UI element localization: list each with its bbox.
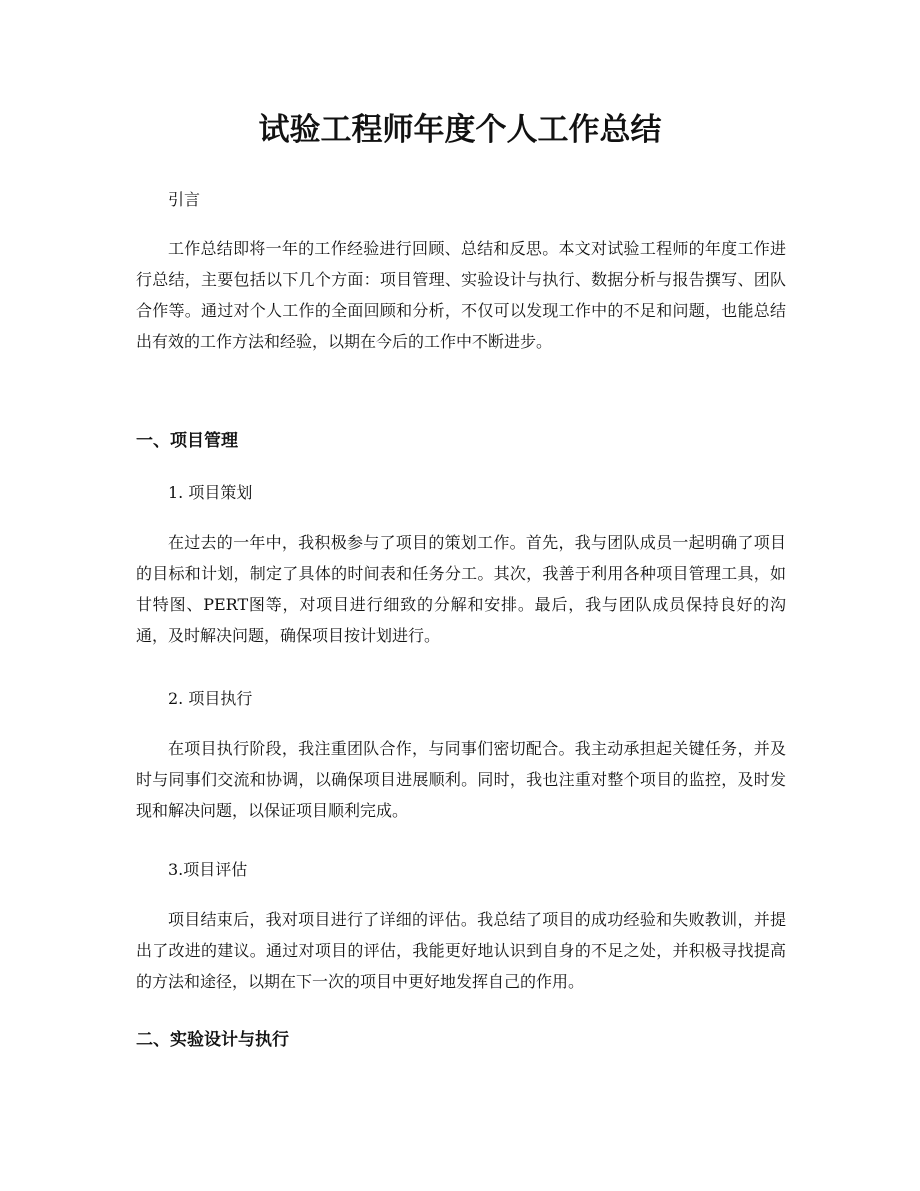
paragraph-execution: 在项目执行阶段，我注重团队合作，与同事们密切配合。我主动承担起关键任务，并及时与同事们交流和协调，以确保项目进展顺利。同时，我也注重对整个项目的监控，及时发现和解决问题，以保证项目顺利完成。 — [136, 739, 786, 820]
intro-paragraph: 工作总结即将一年的工作经验进行回顾、总结和反思。本文对试验工程师的年度工作进行总结，主要包括以下几个方面：项目管理、实验设计与执行、数据分析与报告撰写、团队合作等。通过对个人工作的全面回顾和分析，不仅可以发现工作中的不足和问题，也能总结出有效的工作方法和经验，以期在今后的工作中不断进步。 — [136, 239, 786, 351]
document-title: 试验工程师年度个人工作总结 — [258, 112, 662, 148]
subsection-label-evaluation: 3.项目评估 — [168, 860, 248, 879]
section-heading-project-management: 一、项目管理 — [136, 431, 238, 451]
intro-label: 引言 — [168, 190, 201, 209]
subsection-label-planning: 1. 项目策划 — [168, 483, 253, 502]
subsection-label-execution: 2. 项目执行 — [168, 689, 253, 708]
section-heading-experiment-design: 二、实验设计与执行 — [136, 1030, 289, 1050]
paragraph-planning: 在过去的一年中，我积极参与了项目的策划工作。首先，我与团队成员一起明确了项目的目标和计划，制定了具体的时间表和任务分工。其次，我善于利用各种项目管理工具，如甘特图、PERT图等，对项目进行细致的分解和安排。最后，我与团队成员保持良好的沟通，及时解决问题，确保项目按计划进行。 — [136, 533, 786, 645]
paragraph-evaluation: 项目结束后，我对项目进行了详细的评估。我总结了项目的成功经验和失败教训，并提出了改进的建议。通过对项目的评估，我能更好地认识到自身的不足之处，并积极寻找提高的方法和途径，以期在下一次的项目中更好地发挥自己的作用。 — [136, 910, 786, 991]
